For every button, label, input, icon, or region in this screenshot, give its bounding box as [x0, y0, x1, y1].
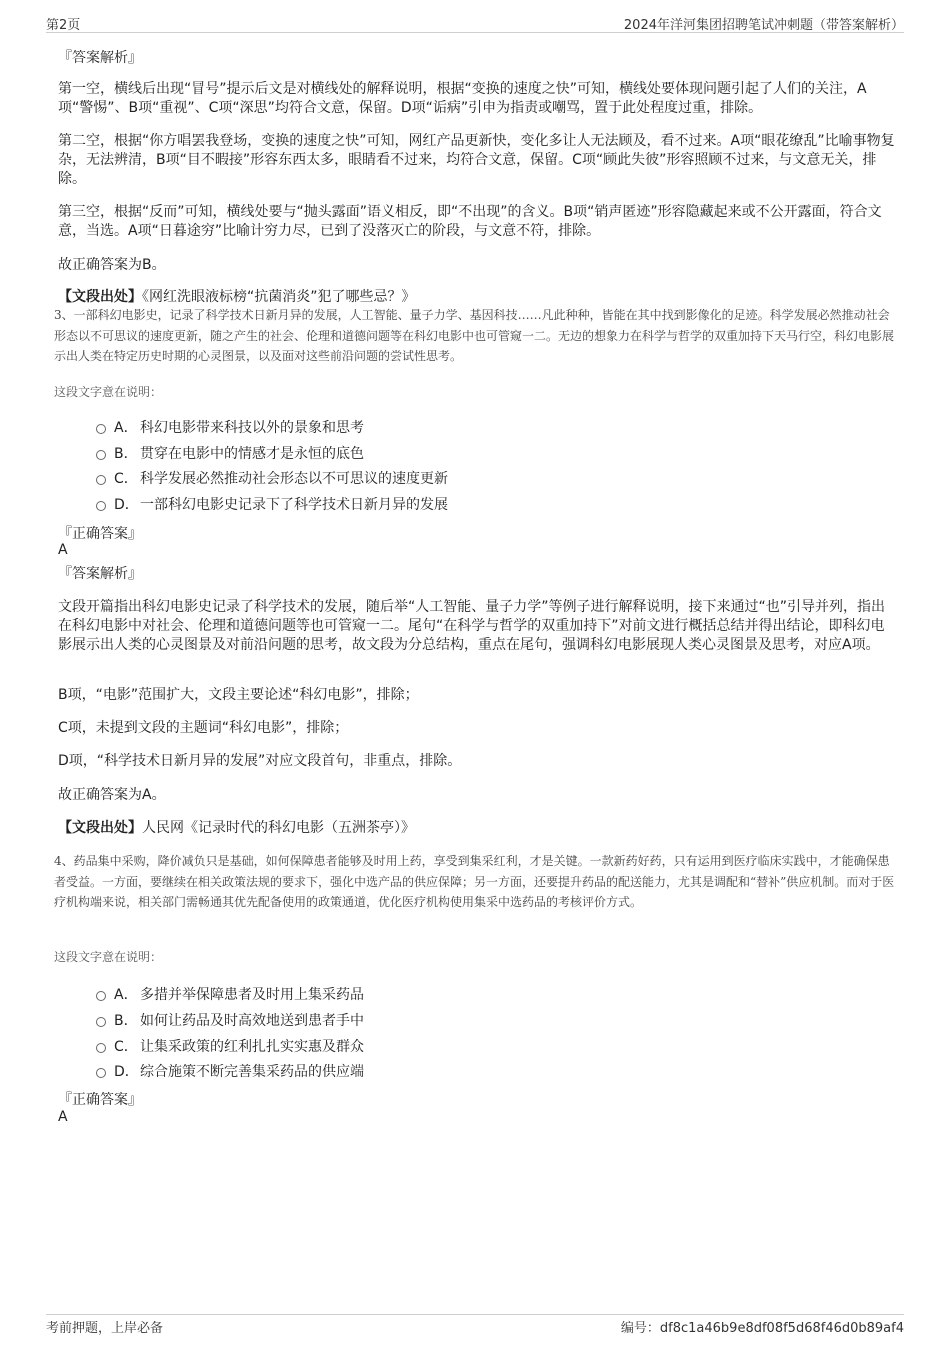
analysis-paragraph: B项，“电影”范围扩大，文段主要论述“科幻电影”，排除； — [58, 687, 419, 703]
radio-icon[interactable] — [96, 475, 106, 485]
analysis-paragraph: C项，未提到文段的主题词“科幻电影”，排除； — [58, 720, 349, 736]
radio-icon[interactable] — [96, 1043, 106, 1053]
option-c[interactable]: C． 让集采政策的红利扎扎实实惠及群众 — [96, 1036, 364, 1056]
question-stem: 4、药品集中采购，降价减负只是基础，如何保障患者能够及时用上药，享受到集采红利，才是关键。一款新药好药，只有运用到医疗临床实践中，才能确保患者受益。一方面，要继续在相关政策法规的要求下，强化中选产品的供应保障；另一方面，还要提升药品的配送能力，尤其是调配和“替补”供应机制。而对于医疗机构端来说，相关部门需畅通其优先配备使用的政策通道，优化医疗机构使用集采中选药品的考核评价方式。 — [54, 854, 895, 909]
radio-icon[interactable] — [96, 501, 106, 511]
radio-icon[interactable] — [96, 424, 106, 434]
question-prompt: 这段文字意在说明： — [54, 385, 163, 399]
analysis-heading: 『答案解析』 — [58, 50, 142, 66]
analysis-paragraph: D项，“科学技术日新月异的发展”对应文段首句，非重点，排除。 — [58, 753, 462, 769]
option-text: 一部科幻电影史记录下了科学技术日新月异的发展 — [140, 497, 448, 513]
answer-value: A — [58, 1109, 68, 1125]
footer-slogan: 考前押题，上岸必备 — [46, 1321, 164, 1336]
option-d[interactable]: D．综合施策不断完善集采药品的供应端 — [96, 1061, 364, 1081]
analysis-paragraph: 文段开篇指出科幻电影史记录了科学技术的发展，随后举“人工智能、量子力学”等例子进行解释说明，接下来通过“也”引导并列，指出在科幻电影中对社会、伦理和道德问题等也可管窥一二。尾句“在科学与哲学的双重加持下”对前文进行概括总结并得出结论，即科幻电影展示出人类的心灵图景及对前沿问题的思考，故文段为分总结构，重点在尾句，强调科幻电影展现人类心灵图景及思考，对应A项。 — [58, 599, 886, 653]
analysis-paragraph: 第一空，横线后出现“冒号”提示后文是对横线处的解释说明，根据“变换的速度之快”可知，横线处要体现问题引起了人们的关注，A项“警惕”、B项“重视”、C项“深思”均符合文意，保留。D项“诟病”引申为指责或嘲骂，置于此处程度过重，排除。 — [58, 81, 867, 116]
question-stem: 3、一部科幻电影史，记录了科学技术日新月异的发展，人工智能、量子力学、基因科技……凡此种种，皆能在其中找到影像化的足迹。科学发展必然推动社会形态以不可思议的速度更新，随之产生的社会、伦理和道德问题等在科幻电影中也可管窥一二。无边的想象力在科学与哲学的双重加持下天马行空，科幻电影展示出人类在特定历史时期的心灵图景，以及面对这些前沿问题的尝试性思考。 — [54, 308, 895, 363]
source-label: 【文段出处】 — [58, 289, 142, 305]
page-header — [46, 14, 904, 33]
document-title: 2024年洋河集团招聘笔试冲刺题（带答案解析） — [623, 18, 904, 33]
option-b[interactable]: B． 贯穿在电影中的情感才是永恒的底色 — [96, 443, 364, 463]
answer-heading: 『正确答案』 — [58, 1092, 142, 1108]
option-c[interactable]: C． 科学发展必然推动社会形态以不可思议的速度更新 — [96, 468, 448, 488]
option-d[interactable]: D．一部科幻电影史记录下了科学技术日新月异的发展 — [96, 494, 448, 514]
answer-value: A — [58, 542, 68, 558]
source-text: 人民网《记录时代的科幻电影（五洲茶亭）》 — [142, 820, 415, 836]
analysis-paragraph: 第二空，根据“你方唱罢我登场，变换的速度之快”可知，网红产品更新快，变化多让人无法顾及，看不过来。A项“眼花缭乱”比喻事物复杂，无法辨清，B项“目不暇接”形容东西太多，眼睛看不过来，均符合文意，保留。C项“顾此失彼”形容照顾不过来，与文意无关，排除。 — [58, 133, 895, 187]
option-text: 如何让药品及时高效地送到患者手中 — [140, 1013, 364, 1029]
option-a[interactable]: A． 科幻电影带来科技以外的景象和思考 — [96, 417, 364, 437]
option-b[interactable]: B． 如何让药品及时高效地送到患者手中 — [96, 1010, 364, 1030]
option-text: 让集采政策的红利扎扎实实惠及群众 — [140, 1039, 364, 1055]
document-code: 编号：df8c1a46b9e8df08f5d68f46d0b89af4 — [620, 1321, 904, 1336]
question-prompt: 这段文字意在说明： — [54, 950, 163, 964]
radio-icon[interactable] — [96, 450, 106, 460]
radio-icon[interactable] — [96, 1017, 106, 1027]
source-label: 【文段出处】 — [58, 820, 142, 836]
analysis-paragraph: 第三空，根据“反而”可知，横线处要与“抛头露面”语义相反，即“不出现”的含义。B项“销声匿迹”形容隐藏起来或不公开露面，符合文意，当选。A项“日暮途穷”比喻计穷力尽，已到了没落灭亡的阶段，与文意不符，排除。 — [58, 204, 882, 239]
option-a[interactable]: A． 多措并举保障患者及时用上集采药品 — [96, 984, 364, 1004]
conclusion: 故正确答案为A。 — [58, 787, 166, 803]
page-number: 第2页 — [46, 18, 81, 33]
radio-icon[interactable] — [96, 1068, 106, 1078]
page-footer — [46, 1314, 904, 1336]
source-line — [58, 819, 898, 838]
option-text: 多措并举保障患者及时用上集采药品 — [140, 987, 364, 1003]
source-text: 《网红洗眼液标榜“抗菌消炎”犯了哪些忌？》 — [142, 289, 416, 305]
option-text: 科幻电影带来科技以外的景象和思考 — [140, 420, 364, 436]
radio-icon[interactable] — [96, 991, 106, 1001]
answer-heading: 『正确答案』 — [58, 526, 142, 542]
conclusion: 故正确答案为B。 — [58, 257, 166, 273]
option-text: 科学发展必然推动社会形态以不可思议的速度更新 — [140, 471, 448, 487]
option-text: 贯穿在电影中的情感才是永恒的底色 — [140, 446, 364, 462]
option-text: 综合施策不断完善集采药品的供应端 — [140, 1064, 364, 1080]
analysis-heading: 『答案解析』 — [58, 566, 142, 582]
